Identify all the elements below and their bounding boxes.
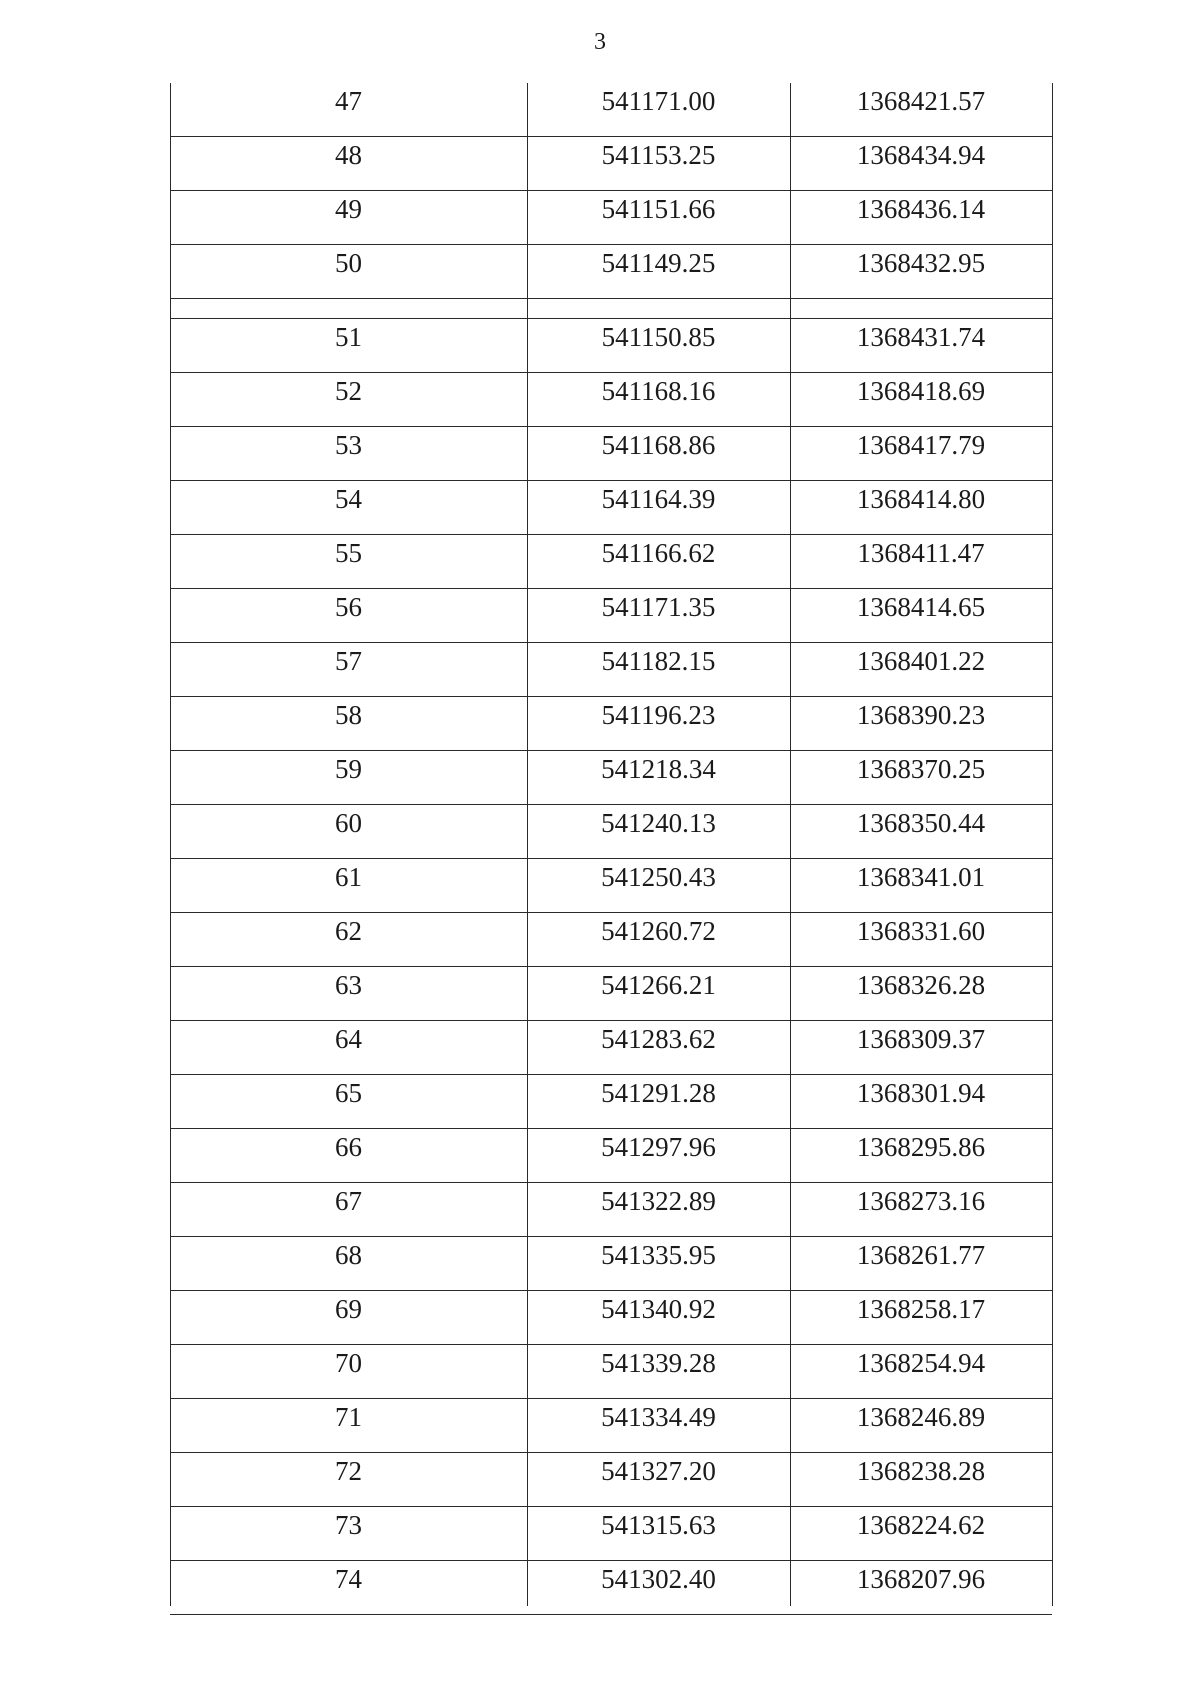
point-number-cell: 68 — [335, 1240, 362, 1270]
page-number: 3 — [594, 29, 606, 55]
y-coordinate-cell: 1368401.22 — [856, 646, 986, 676]
table-row — [170, 1237, 1052, 1291]
y-coordinate-cell: 1368224.62 — [856, 1510, 986, 1540]
point-number-cell: 56 — [335, 592, 362, 622]
x-coordinate-cell: 541340.92 — [601, 1294, 716, 1324]
y-coordinate-cell: 1368431.74 — [856, 322, 986, 352]
y-coordinate-cell: 1368261.77 — [856, 1240, 986, 1270]
y-coordinate-cell: 1368418.69 — [856, 376, 986, 406]
table-row — [170, 1345, 1052, 1399]
x-coordinate-cell: 541149.25 — [601, 248, 716, 278]
x-coordinate-cell: 541150.85 — [601, 322, 716, 352]
point-number-cell: 57 — [335, 646, 362, 676]
table-row — [170, 1291, 1052, 1345]
point-number-cell: 59 — [335, 754, 362, 784]
table-row — [170, 859, 1052, 913]
y-coordinate-cell: 1368273.16 — [856, 1186, 986, 1216]
point-number-cell: 63 — [335, 970, 362, 1000]
y-coordinate-cell: 1368421.57 — [856, 86, 986, 116]
y-coordinate-cell: 1368295.86 — [856, 1132, 986, 1162]
point-number-cell: 67 — [335, 1186, 362, 1216]
table-row — [170, 1021, 1052, 1075]
x-coordinate-cell: 541327.20 — [601, 1456, 716, 1486]
y-coordinate-cell: 1368434.94 — [856, 140, 986, 170]
y-coordinate-cell: 1368246.89 — [856, 1402, 986, 1432]
point-number-cell: 50 — [335, 248, 362, 278]
x-coordinate-cell: 541168.86 — [601, 430, 716, 460]
x-coordinate-cell: 541182.15 — [601, 646, 716, 676]
table-row — [170, 427, 1052, 481]
x-coordinate-cell: 541302.40 — [601, 1564, 716, 1594]
x-coordinate-cell: 541153.25 — [601, 140, 716, 170]
table-row — [170, 1507, 1052, 1561]
table-border-right — [1052, 83, 1053, 1606]
point-number-cell: 74 — [335, 1564, 362, 1594]
x-coordinate-cell: 541171.00 — [601, 86, 716, 116]
y-coordinate-cell: 1368341.01 — [856, 862, 986, 892]
x-coordinate-cell: 541297.96 — [601, 1132, 716, 1162]
point-number-cell: 71 — [335, 1402, 362, 1432]
x-coordinate-cell: 541151.66 — [601, 194, 716, 224]
x-coordinate-cell: 541166.62 — [601, 538, 716, 568]
x-coordinate-cell: 541291.28 — [601, 1078, 716, 1108]
table-row — [170, 191, 1052, 245]
x-coordinate-cell: 541322.89 — [601, 1186, 716, 1216]
y-coordinate-cell: 1368432.95 — [856, 248, 986, 278]
table-row — [170, 697, 1052, 751]
table-row — [170, 1399, 1052, 1453]
table-row — [170, 137, 1052, 191]
table-row — [170, 967, 1052, 1021]
point-number-cell: 48 — [335, 140, 362, 170]
point-number-cell: 66 — [335, 1132, 362, 1162]
x-coordinate-cell: 541218.34 — [601, 754, 716, 784]
table-row — [170, 319, 1052, 373]
y-coordinate-cell: 1368326.28 — [856, 970, 986, 1000]
x-coordinate-cell: 541240.13 — [601, 808, 716, 838]
y-coordinate-cell: 1368417.79 — [856, 430, 986, 460]
point-number-cell: 61 — [335, 862, 362, 892]
table-row — [170, 751, 1052, 805]
y-coordinate-cell: 1368370.25 — [856, 754, 986, 784]
point-number-cell: 65 — [335, 1078, 362, 1108]
point-number-cell: 52 — [335, 376, 362, 406]
table-row — [170, 373, 1052, 427]
x-coordinate-cell: 541266.21 — [601, 970, 716, 1000]
point-number-cell: 55 — [335, 538, 362, 568]
x-coordinate-cell: 541335.95 — [601, 1240, 716, 1270]
y-coordinate-cell: 1368309.37 — [856, 1024, 986, 1054]
table-row — [170, 1075, 1052, 1129]
y-coordinate-cell: 1368301.94 — [856, 1078, 986, 1108]
table-row — [170, 1453, 1052, 1507]
point-number-cell: 62 — [335, 916, 362, 946]
x-coordinate-cell: 541250.43 — [601, 862, 716, 892]
table-row — [170, 1129, 1052, 1183]
table-row — [170, 83, 1052, 137]
point-number-cell: 58 — [335, 700, 362, 730]
point-number-cell: 47 — [335, 86, 362, 116]
point-number-cell: 54 — [335, 484, 362, 514]
y-coordinate-cell: 1368238.28 — [856, 1456, 986, 1486]
point-number-cell: 60 — [335, 808, 362, 838]
y-coordinate-cell: 1368254.94 — [856, 1348, 986, 1378]
point-number-cell: 53 — [335, 430, 362, 460]
table-row — [170, 643, 1052, 697]
table-row — [170, 1183, 1052, 1237]
point-number-cell: 72 — [335, 1456, 362, 1486]
table-row — [170, 245, 1052, 299]
point-number-cell: 49 — [335, 194, 362, 224]
x-coordinate-cell: 541339.28 — [601, 1348, 716, 1378]
x-coordinate-cell: 541171.35 — [601, 592, 716, 622]
table-row — [170, 535, 1052, 589]
coordinates-table — [170, 83, 1052, 1606]
y-coordinate-cell: 1368414.80 — [856, 484, 986, 514]
point-number-cell: 70 — [335, 1348, 362, 1378]
point-number-cell: 51 — [335, 322, 362, 352]
y-coordinate-cell: 1368436.14 — [856, 194, 986, 224]
x-coordinate-cell: 541260.72 — [601, 916, 716, 946]
x-coordinate-cell: 541164.39 — [601, 484, 716, 514]
y-coordinate-cell: 1368350.44 — [856, 808, 986, 838]
y-coordinate-cell: 1368411.47 — [857, 538, 985, 568]
point-number-cell: 73 — [335, 1510, 362, 1540]
x-coordinate-cell: 541196.23 — [601, 700, 716, 730]
x-coordinate-cell: 541168.16 — [601, 376, 716, 406]
y-coordinate-cell: 1368414.65 — [856, 592, 986, 622]
table-spacer-row — [170, 299, 1052, 319]
table-row — [170, 481, 1052, 535]
x-coordinate-cell: 541334.49 — [601, 1402, 716, 1432]
point-number-cell: 69 — [335, 1294, 362, 1324]
y-coordinate-cell: 1368207.96 — [856, 1564, 986, 1594]
x-coordinate-cell: 541315.63 — [601, 1510, 716, 1540]
y-coordinate-cell: 1368258.17 — [856, 1294, 986, 1324]
table-row — [170, 805, 1052, 859]
table-row — [170, 1561, 1052, 1615]
x-coordinate-cell: 541283.62 — [601, 1024, 716, 1054]
y-coordinate-cell: 1368331.60 — [856, 916, 986, 946]
table-row — [170, 589, 1052, 643]
point-number-cell: 64 — [335, 1024, 362, 1054]
table-row — [170, 913, 1052, 967]
y-coordinate-cell: 1368390.23 — [856, 700, 986, 730]
